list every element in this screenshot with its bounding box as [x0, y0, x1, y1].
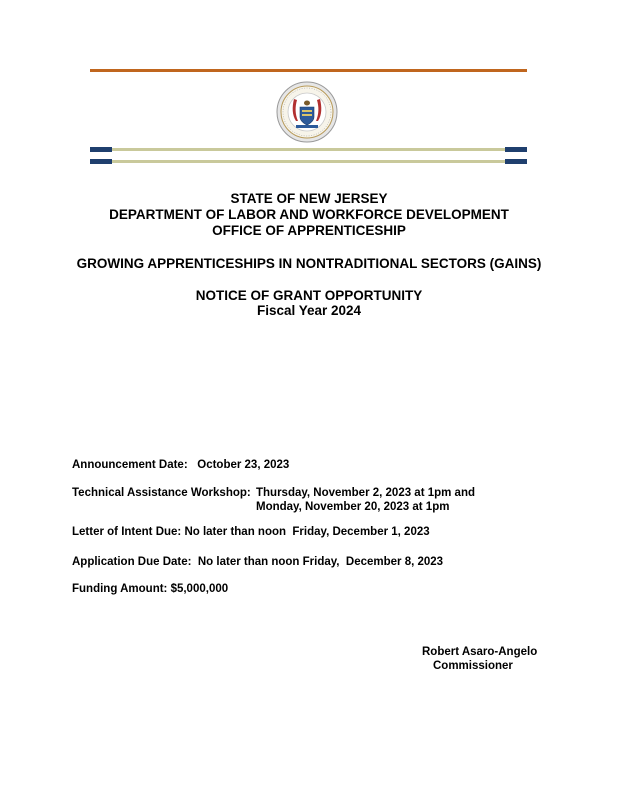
signatory-title: Commissioner — [433, 660, 513, 672]
state-seal-icon — [276, 81, 338, 143]
workshop-label: Technical Assistance Workshop: — [72, 487, 251, 499]
office-heading: OFFICE OF APPRENTICESHIP — [212, 223, 406, 238]
top-rule — [90, 69, 527, 72]
department-heading: DEPARTMENT OF LABOR AND WORKFORCE DEVELOPMENT — [109, 207, 509, 222]
program-heading: GROWING APPRENTICESHIPS IN NONTRADITIONAL SECTORS (GAINS) — [76, 256, 542, 271]
announcement-label: Announcement Date: — [72, 459, 188, 471]
announcement-date — [72, 458, 289, 472]
funding-amount: Funding Amount: $5,000,000 — [72, 583, 229, 595]
decorative-bar-bottom — [90, 159, 527, 164]
announcement-value: October 23, 2023 — [197, 459, 290, 471]
application-due-date: Application Due Date: No later than noon Friday, December 8, 2023 — [72, 556, 444, 568]
workshop-date-1: Thursday, November 2, 2023 at 1pm and — [256, 487, 476, 499]
signatory-name: Robert Asaro-Angelo — [422, 646, 538, 658]
state-heading: STATE OF NEW JERSEY — [230, 191, 388, 206]
decorative-bar-top — [90, 147, 527, 152]
fiscal-year-heading: Fiscal Year 2024 — [256, 303, 362, 318]
workshop-date-2: Monday, November 20, 2023 at 1pm — [256, 501, 450, 513]
notice-heading: NOTICE OF GRANT OPPORTUNITY — [195, 288, 423, 303]
letter-of-intent-due: Letter of Intent Due: No later than noon Friday, December 1, 2023 — [72, 526, 430, 538]
